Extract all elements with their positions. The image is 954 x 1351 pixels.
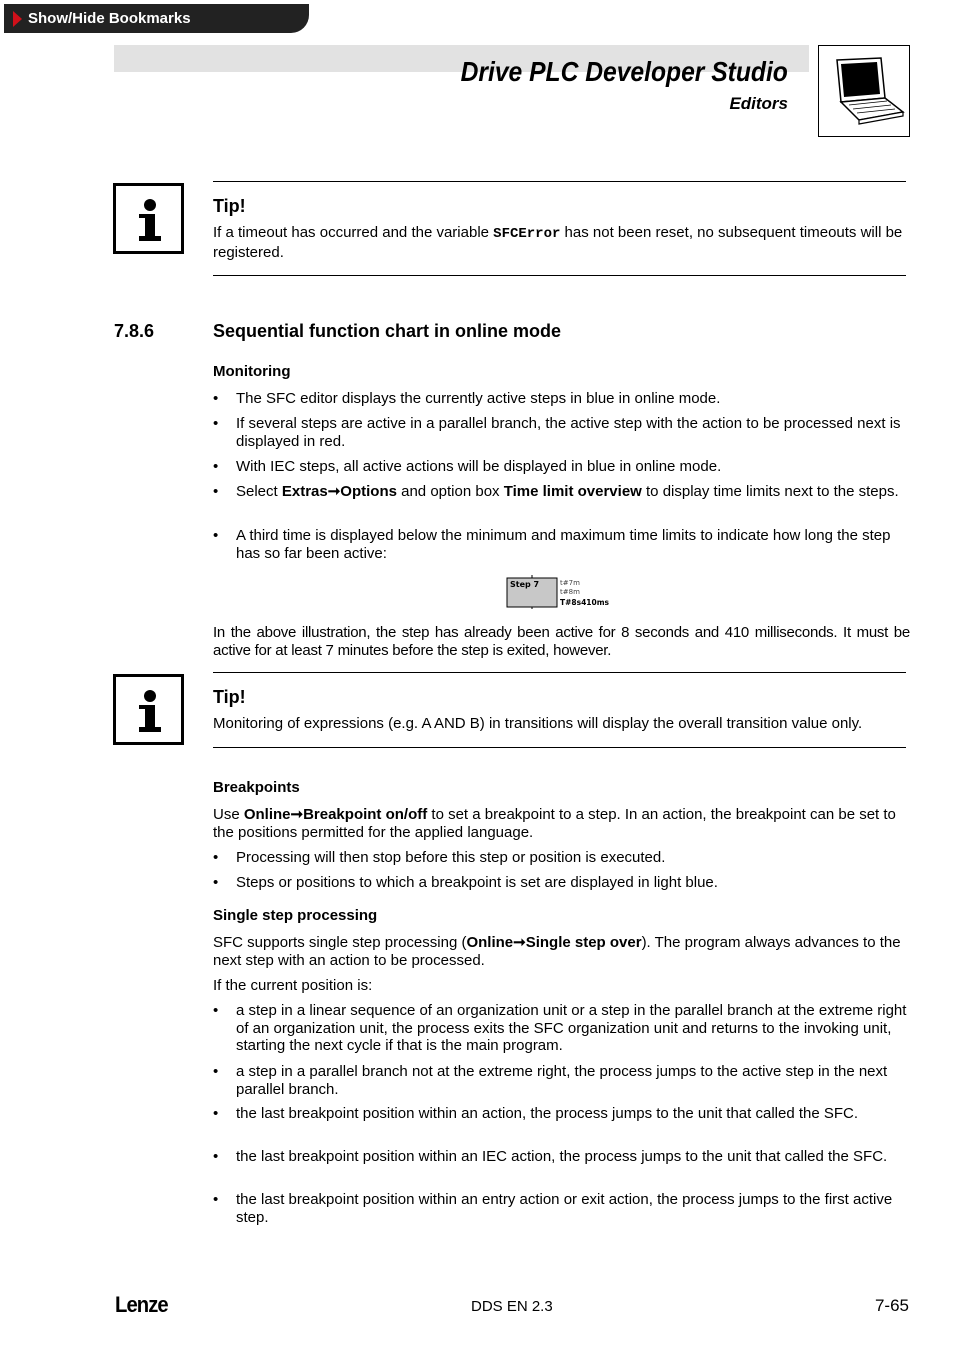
list-item: • Steps or positions to which a breakpoint is set are displayed in light blue.	[213, 874, 910, 892]
step-min-time: t#7m	[560, 579, 580, 587]
info-icon	[113, 183, 184, 254]
bookmarks-label: Show/Hide Bookmarks	[28, 9, 191, 27]
list-item: • the last breakpoint position within an IEC action, the process jumps to the unit that called the SFC.	[213, 1148, 910, 1166]
step-max-time: t#8m	[560, 588, 580, 596]
tip-bottom-rule	[213, 275, 906, 276]
page-number: 7-65	[874, 1296, 909, 1315]
menu-path: Extras➞Options	[281, 483, 397, 500]
list-item: • the last breakpoint position within an action, the process jumps to the unit that called the SFC.	[213, 1105, 910, 1123]
triangle-right-icon	[13, 11, 22, 27]
single-step-intro: SFC supports single step processing (Online➞Single step over). The program always advances to the next step with an action to be processed.	[213, 934, 901, 969]
tip-top-rule	[213, 181, 906, 182]
step-elapsed-time: T#8s410ms	[560, 598, 610, 607]
lenze-logo: Lenze	[115, 1292, 168, 1317]
document-id: DDS EN 2.3	[471, 1298, 553, 1315]
menu-path: Online➞Breakpoint on/off	[243, 806, 428, 823]
step-label: Step 7	[510, 580, 540, 589]
section-title: Sequential function chart in online mode	[213, 321, 562, 341]
page-title: Drive PLC Developer Studio	[460, 56, 788, 87]
list-item: • With IEC steps, all active actions will be displayed in blue in online mode.	[213, 458, 910, 476]
list-item: • the last breakpoint position within an entry action or exit action, the process jumps to the first active step.	[213, 1191, 910, 1226]
list-item: • a step in a parallel branch not at the extreme right, the process jumps to the active step in the next parallel branch.	[213, 1063, 910, 1098]
variable-name: SFCError	[493, 226, 561, 242]
list-item: • Processing will then stop before this step or position is executed.	[213, 849, 910, 867]
figure-description: In the above illustration, the step has already been active for 8 seconds and 410 milliseconds. It must be active for at least 7 minutes before the step is exited, however.	[213, 624, 910, 659]
tip-bottom-rule	[213, 747, 906, 748]
breakpoints-heading: Breakpoints	[213, 779, 300, 796]
current-position-text: If the current position is:	[213, 977, 373, 994]
breakpoints-intro: Use Online➞Breakpoint on/off to set a breakpoint to a step. In an action, the breakpoint can be set to the positions permitted for the applied language.	[213, 806, 896, 841]
list-item: • A third time is displayed below the minimum and maximum time limits to indicate how long the step has so far been active:	[213, 527, 910, 562]
monitoring-heading: Monitoring	[213, 363, 291, 380]
list-item: • If several steps are active in a parallel branch, the active step with the action to be processed next is displayed in red.	[213, 415, 910, 450]
tip-heading: Tip!	[213, 687, 246, 707]
page-subtitle: Editors	[729, 94, 788, 113]
show-hide-bookmarks-button[interactable]	[4, 4, 309, 33]
laptop-icon	[818, 45, 910, 137]
section-number: 7.8.6	[114, 321, 155, 341]
single-step-heading: Single step processing	[213, 907, 378, 924]
list-item: • The SFC editor displays the currently active steps in blue in online mode.	[213, 390, 910, 408]
list-item: • Select Extras➞Options and option box Time limit overview to display time limits next to the steps.	[213, 483, 910, 501]
tip-heading: Tip!	[213, 196, 246, 216]
step-figure	[506, 575, 612, 609]
list-item: • a step in a linear sequence of an organization unit or a step in the parallel branch at the extreme right of an organization unit, the process exits the SFC organization unit and returns to the invoking unit, starting the next cycle if that is the main program.	[213, 1002, 910, 1055]
tip-text: Monitoring of expressions (e.g. A AND B) in transitions will display the overall transition value only.	[213, 715, 863, 732]
info-icon	[113, 674, 184, 745]
tip-top-rule	[213, 672, 906, 673]
menu-path: Online➞Single step over	[466, 934, 642, 951]
option-name: Time limit overview	[503, 483, 642, 500]
tip-text: If a timeout has occurred and the variable SFCError has not been reset, no subsequent timeouts will be registered.	[213, 224, 903, 261]
